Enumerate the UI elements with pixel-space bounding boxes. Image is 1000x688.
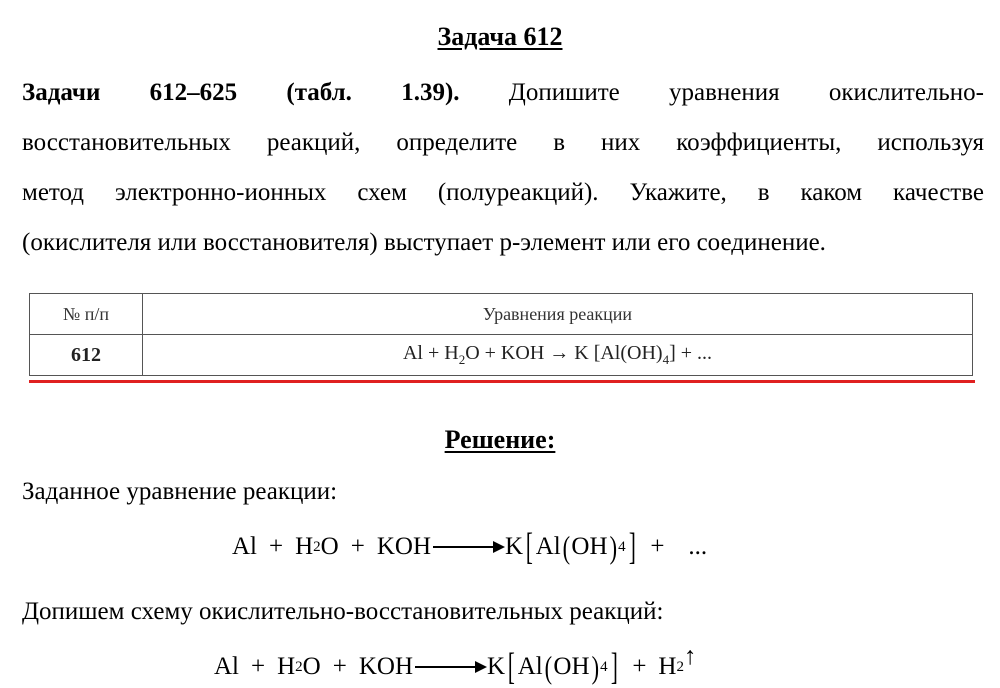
row-number: 612 xyxy=(30,335,143,376)
header-number: № п/п xyxy=(30,294,143,335)
eq1-h-sub: 2 xyxy=(313,538,321,555)
row-eq-sub1: 2 xyxy=(458,352,466,367)
eq2-lparen: ( xyxy=(544,649,552,685)
eq1-koh: KOH xyxy=(376,533,432,560)
task-line-4: (окислителя или восстановителя) выступает р-элемент или его соединение. xyxy=(22,229,826,256)
eq2-oh: OH xyxy=(553,653,590,680)
eq1-al: Al xyxy=(232,533,257,560)
eq1-plus-1: + xyxy=(269,533,284,560)
given-equation-label: Заданное уравнение реакции: xyxy=(22,478,338,505)
eq2-h-sub: 2 xyxy=(295,658,303,675)
eq2-h2: H xyxy=(658,653,677,680)
task-line-3: метод электронно-ионных схем (полуреакций). Укажите, в каком качестве xyxy=(22,179,984,206)
eq2-k: K xyxy=(487,653,506,680)
eq1-lparen: ( xyxy=(562,529,570,565)
eq2-plus-1: + xyxy=(251,653,266,680)
row-eq-part3: ] + ... xyxy=(669,342,713,364)
reaction-table-wrap xyxy=(29,293,973,376)
eq1-rparen: ) xyxy=(609,529,617,565)
eq2-lbracket: [ xyxy=(507,646,515,688)
reaction-arrow-2 xyxy=(415,666,485,668)
eq2-o: O xyxy=(302,653,321,680)
eq2-plus-3: + xyxy=(632,653,647,680)
row-eq-part2: O + KOH → K [Al(OH) xyxy=(465,342,663,364)
page-title: Задача 612 xyxy=(437,22,563,51)
eq2-h: H xyxy=(277,653,296,680)
given-equation xyxy=(232,526,708,568)
eq2-al: Al xyxy=(214,653,239,680)
eq1-al2: Al xyxy=(535,533,561,560)
task-line-2: восстановительных реакций, определите в них коэффициенты, используя xyxy=(22,129,984,156)
eq1-dots: ... xyxy=(688,533,708,560)
add-scheme-label: Допишем схему окислительно-восстановительных реакций: xyxy=(22,598,664,625)
table-header-row xyxy=(30,294,973,335)
eq2-oh-sub: 4 xyxy=(600,658,608,675)
eq1-lbracket: [ xyxy=(525,526,533,568)
eq1-oh: OH xyxy=(571,533,608,560)
eq1-plus-2: + xyxy=(350,533,365,560)
eq1-rbracket: ] xyxy=(628,526,636,568)
row-equation xyxy=(143,335,973,376)
table-row xyxy=(30,335,973,376)
solution-heading: Решение: xyxy=(444,425,556,454)
reaction-arrow xyxy=(433,546,503,548)
eq1-h: H xyxy=(295,533,314,560)
eq2-al2: Al xyxy=(517,653,543,680)
eq1-o: O xyxy=(320,533,339,560)
row-eq-part1: Al + H xyxy=(402,342,459,364)
row-eq-sub2: 4 xyxy=(662,352,670,367)
eq2-rparen: ) xyxy=(591,649,599,685)
eq2-h2-sub: 2 xyxy=(676,658,684,675)
eq1-k: K xyxy=(505,533,524,560)
task-range-label: Задачи 612–625 (табл. 1.39). xyxy=(22,79,460,106)
red-underline xyxy=(29,380,975,383)
eq2-koh: KOH xyxy=(358,653,414,680)
header-equation: Уравнения реакции xyxy=(143,294,973,335)
task-description xyxy=(22,68,984,268)
task-line-1 xyxy=(22,68,984,118)
reaction-table xyxy=(29,293,973,376)
gas-up-arrow-icon: ↑ xyxy=(683,643,697,670)
eq1-oh-sub: 4 xyxy=(618,538,626,555)
eq2-rbracket: ] xyxy=(610,646,618,688)
eq2-plus-2: + xyxy=(332,653,347,680)
task-line-1-text: Допишите уравнения окислительно- xyxy=(459,79,984,106)
eq1-plus-3: + xyxy=(650,533,665,560)
scheme-equation xyxy=(214,643,697,688)
